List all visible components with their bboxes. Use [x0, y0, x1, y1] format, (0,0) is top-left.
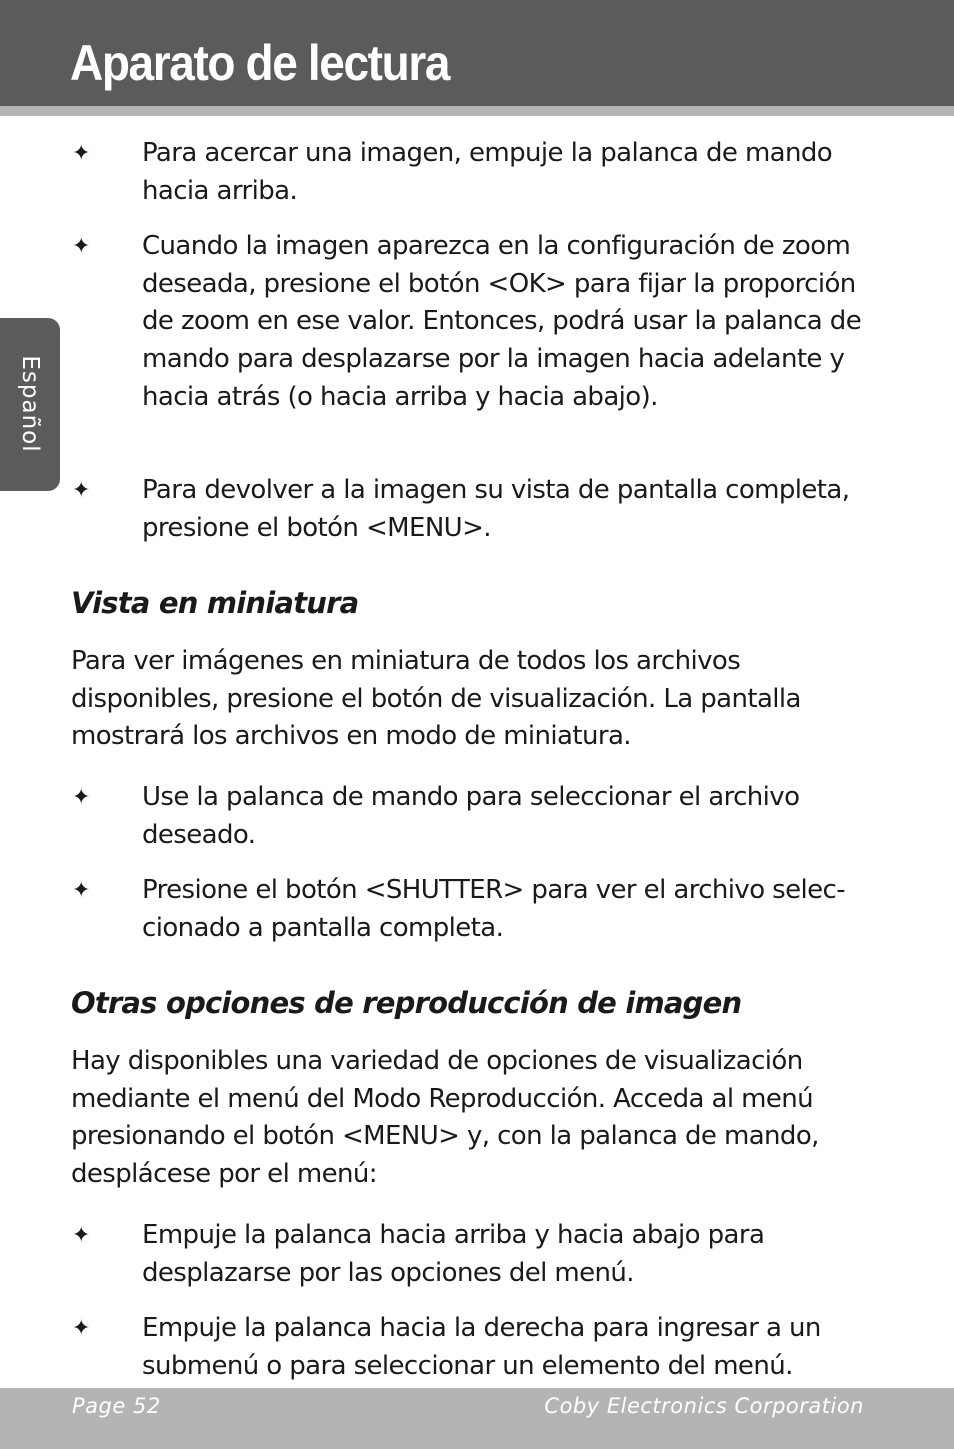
- star-bullet-icon: ✦: [72, 785, 91, 810]
- paragraph-other-options: Hay disponibles una variedad de opciones de visualización mediante el menú del Modo Reproducción. Acceda al menú presionando el botón <MENU> y, con la palanca de mando, desplácese por el menú:: [71, 1046, 819, 1190]
- bullet-text: Empuje la palanca hacia arriba y hacia abajo para desplazarse por las opciones del menú.: [142, 1220, 765, 1288]
- bullet-text: Para devolver a la imagen su vista de pantalla completa, presione el botón <MENU>.: [142, 475, 850, 543]
- star-bullet-icon: ✦: [72, 1223, 91, 1248]
- bullet-text: Para acercar una imagen, empuje la palanca de mando hacia arriba.: [142, 138, 833, 206]
- bullet-text: Cuando la imagen aparezca en la configuración de zoom deseada, presione el botón <OK> para fijar la proporción de zoom en ese valor. Entonces, podrá usar la palanca de mando para desplazarse por la imagen hacia adelante y hacia atrás (o hacia arriba y hacia abajo).: [142, 231, 862, 412]
- bullet-text: Empuje la palanca hacia la derecha para ingresar a un submenú o para seleccionar un elemento del menú.: [142, 1313, 821, 1381]
- section-heading-thumbnail: Vista en miniatura: [71, 586, 359, 620]
- header-stripe: [0, 106, 954, 116]
- company-name: Coby Electronics Corporation: [544, 1394, 864, 1418]
- page-footer: [0, 1388, 954, 1449]
- star-bullet-icon: ✦: [72, 234, 91, 259]
- page-header: [0, 0, 954, 106]
- bullet-text: Presione el botón <SHUTTER> para ver el archivo selec-cionado a pantalla completa.: [142, 875, 846, 943]
- star-bullet-icon: ✦: [72, 878, 91, 903]
- page-number: Page 52: [72, 1394, 161, 1418]
- star-bullet-icon: ✦: [72, 141, 91, 166]
- paragraph-thumbnail: Para ver imágenes en miniatura de todos los archivos disponibles, presione el botón de visualización. La pantalla mostrará los archivos en modo de miniatura.: [71, 646, 801, 752]
- page-title: Aparato de lectura: [70, 35, 450, 91]
- language-side-tab: [0, 318, 60, 491]
- section-heading-other-options: Otras opciones de reproducción de imagen: [71, 986, 742, 1020]
- star-bullet-icon: ✦: [72, 1316, 91, 1341]
- bullet-text: Use la palanca de mando para seleccionar el archivo deseado.: [142, 782, 800, 850]
- language-tab-label: Español: [17, 355, 43, 453]
- star-bullet-icon: ✦: [72, 478, 91, 503]
